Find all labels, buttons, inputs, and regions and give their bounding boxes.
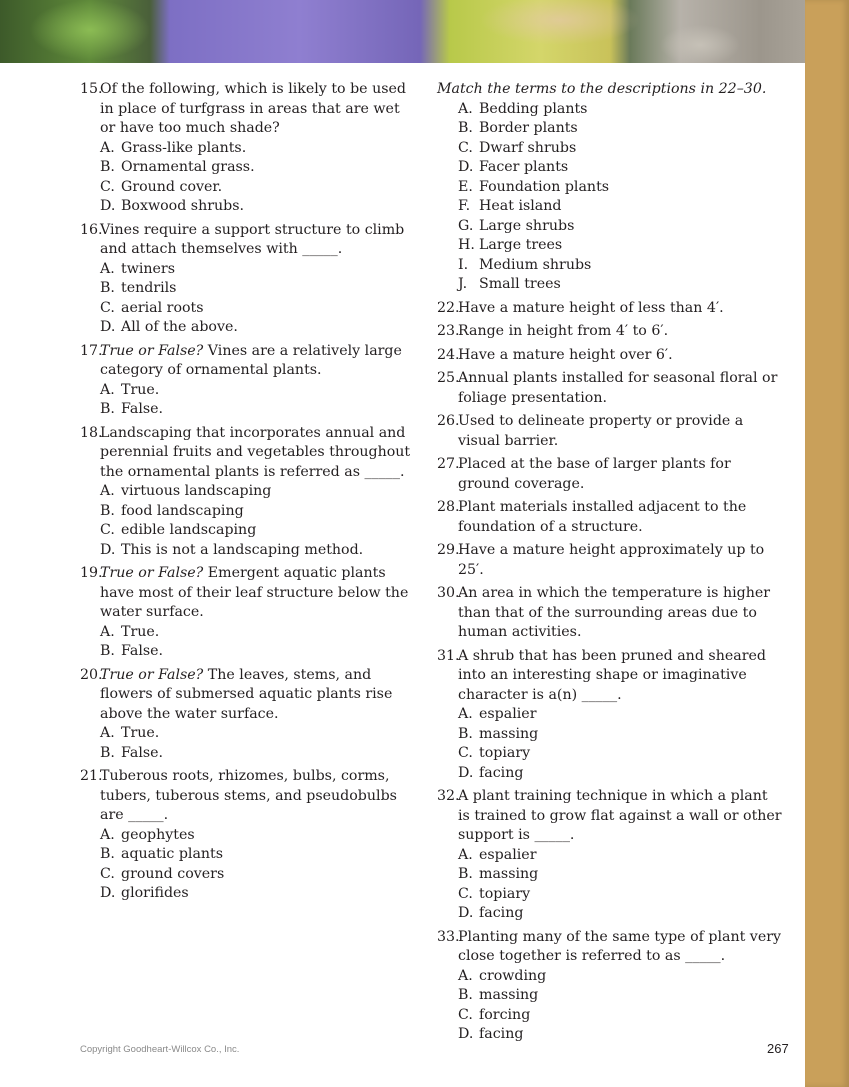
option-letter: B.: [458, 120, 473, 136]
question-number: 17.: [80, 342, 103, 359]
question-text: Range in height from 4′ to 6′.: [458, 323, 669, 339]
option-letter: A.: [458, 706, 473, 722]
question: [437, 455, 782, 494]
option-text: espalier: [479, 706, 537, 722]
question-stem: [100, 767, 415, 826]
matching-terms-list: [437, 100, 782, 295]
question-stem: [458, 928, 782, 967]
option-text: True.: [121, 725, 160, 741]
answer-options: [100, 482, 415, 560]
option-text: Facer plants: [479, 159, 569, 175]
option-text: Dwarf shrubs: [479, 139, 577, 156]
option-text: facing: [479, 1026, 524, 1042]
question: [80, 564, 415, 662]
true-false-prefix: True or False?: [100, 342, 204, 359]
answer-option: [458, 197, 782, 217]
answer-option: [100, 623, 415, 643]
answer-options: [100, 260, 415, 338]
option-text: massing: [479, 866, 539, 882]
option-text: tendrils: [121, 280, 177, 296]
option-text: massing: [479, 987, 539, 1003]
answer-option: [458, 275, 782, 295]
answer-options: [100, 826, 415, 904]
option-text: False.: [121, 744, 164, 761]
question-number: 27.: [437, 456, 460, 472]
option-text: Bedding plants: [479, 100, 588, 117]
answer-option: [458, 158, 782, 178]
option-letter: J.: [458, 276, 468, 292]
answer-option: [458, 139, 782, 159]
question-stem: [100, 666, 415, 725]
answer-option: [458, 178, 782, 198]
option-letter: C.: [458, 885, 473, 902]
question-number: 25.: [437, 370, 460, 386]
answer-option: [458, 744, 782, 764]
answer-option: [458, 764, 782, 784]
option-text: False.: [121, 401, 164, 417]
question: [437, 369, 782, 408]
option-text: Foundation plants: [479, 178, 610, 195]
question-text: Have a mature height over 6′.: [458, 346, 673, 363]
question-number: 18.: [80, 424, 103, 441]
question-text: Placed at the base of larger plants for ground coverage.: [458, 456, 731, 492]
option-text: Large shrubs: [479, 217, 575, 234]
question-text: Planting many of the same type of plant very close together is referred to as _____.: [458, 928, 782, 964]
option-letter: A.: [100, 483, 115, 499]
question-stem: [458, 498, 782, 537]
question-number: 30.: [437, 585, 460, 601]
option-letter: A.: [100, 139, 115, 156]
question: [437, 787, 782, 924]
answer-option: [100, 502, 415, 522]
option-text: Ground cover.: [121, 178, 223, 195]
question: [80, 424, 415, 561]
question-stem: [458, 299, 782, 319]
answer-option: [100, 845, 415, 865]
question-number: 23.: [437, 323, 460, 339]
question: [437, 928, 782, 1045]
option-text: This is not a landscaping method.: [121, 541, 364, 558]
question-number: 22.: [437, 299, 460, 316]
option-text: False.: [121, 643, 164, 659]
question-stem: [100, 342, 415, 381]
answer-option: [458, 904, 782, 924]
question-stem: [458, 369, 782, 408]
question-number: 29.: [437, 542, 460, 558]
question: [437, 498, 782, 537]
option-letter: A.: [100, 623, 115, 640]
option-letter: A.: [100, 725, 115, 741]
question-stem: [458, 787, 782, 846]
question: [437, 299, 782, 319]
option-letter: B.: [100, 744, 115, 761]
option-text: massing: [479, 725, 539, 742]
option-text: forcing: [479, 1006, 531, 1023]
copyright: Copyright Goodheart-Willcox Co., Inc.: [80, 1044, 240, 1055]
question-number: 21.: [80, 768, 103, 784]
answer-options: [100, 381, 415, 420]
option-letter: C.: [100, 299, 115, 316]
answer-option: [100, 318, 415, 338]
option-text: facing: [479, 905, 524, 921]
option-letter: C.: [100, 865, 115, 882]
answer-option: [100, 279, 415, 299]
answer-option: [100, 826, 415, 846]
question: [437, 322, 782, 342]
answer-option: [100, 197, 415, 217]
question: [80, 342, 415, 420]
option-letter: D.: [458, 1026, 474, 1042]
question: [437, 346, 782, 366]
option-text: aerial roots: [121, 299, 204, 316]
answer-options: [100, 139, 415, 217]
answer-options: [100, 623, 415, 662]
question-text: Have a mature height approximately up to 25′.: [458, 542, 765, 578]
option-text: geophytes: [121, 826, 195, 843]
option-text: Heat island: [479, 198, 562, 214]
answer-option: [100, 865, 415, 885]
question-number: 28.: [437, 499, 460, 515]
question-text: The leaves, stems, and flowers of submersed aquatic plants rise above the water surface.: [100, 666, 393, 722]
option-text: Grass-like plants.: [121, 139, 247, 156]
answer-option: [100, 642, 415, 662]
question-text: Annual plants installed for seasonal floral or foliage presentation.: [458, 370, 778, 406]
question-number: 24.: [437, 346, 460, 363]
option-letter: D.: [458, 764, 474, 781]
question-text: Have a mature height of less than 4′.: [458, 299, 724, 316]
option-letter: B.: [100, 280, 115, 296]
answer-options: [458, 846, 782, 924]
matching-instructions: Match the terms to the descriptions in 22–30.: [437, 81, 767, 97]
answer-option: [458, 100, 782, 120]
option-letter: I.: [458, 256, 469, 273]
question-number: 33.: [437, 928, 460, 945]
answer-option: [100, 178, 415, 198]
answer-option: [458, 846, 782, 866]
question-stem: [100, 424, 415, 483]
option-letter: D.: [100, 319, 116, 335]
option-text: espalier: [479, 846, 537, 863]
option-letter: F.: [458, 198, 471, 214]
option-letter: D.: [100, 198, 116, 214]
answer-options: [458, 967, 782, 1045]
option-text: True.: [121, 623, 160, 640]
page-edge-tab: [805, 0, 849, 1087]
question-number: 16.: [80, 221, 103, 238]
header-photo-garden: [0, 0, 805, 63]
question-number: 20.: [80, 666, 103, 683]
true-false-prefix: True or False?: [100, 565, 204, 581]
option-text: twiners: [121, 260, 175, 277]
question-number: 31.: [437, 647, 460, 664]
question-text: Vines require a support structure to climb and attach themselves with _____.: [100, 221, 405, 257]
answer-option: [100, 299, 415, 319]
answer-option: [100, 521, 415, 541]
question: [437, 647, 782, 784]
option-text: Medium shrubs: [479, 256, 592, 273]
option-letter: C.: [458, 139, 473, 156]
option-letter: A.: [458, 846, 473, 863]
answer-option: [100, 139, 415, 159]
question-number: 19.: [80, 565, 103, 581]
question: [437, 541, 782, 580]
option-text: topiary: [479, 745, 531, 761]
option-letter: B.: [100, 401, 115, 417]
question: [80, 666, 415, 764]
page-number: 267: [767, 1041, 789, 1056]
option-text: Boxwood shrubs.: [121, 198, 244, 214]
option-letter: D.: [100, 541, 116, 558]
question-text: Plant materials installed adjacent to the foundation of a structure.: [458, 499, 747, 535]
question-number: 32.: [437, 788, 460, 804]
question: [80, 80, 415, 217]
option-letter: A.: [100, 826, 115, 843]
question-stem: [100, 221, 415, 260]
question-text: A shrub that has been pruned and sheared into an interesting shape or imaginative character is a(n) _____.: [458, 647, 766, 703]
answer-option: [458, 885, 782, 905]
option-text: facing: [479, 764, 524, 781]
answer-option: [100, 260, 415, 280]
answer-option: [458, 705, 782, 725]
option-letter: D.: [458, 159, 474, 175]
option-text: True.: [121, 381, 160, 398]
option-letter: A.: [458, 100, 473, 117]
question-stem: [458, 412, 782, 451]
left-column: [80, 80, 415, 908]
option-letter: B.: [100, 159, 115, 175]
answer-option: [100, 482, 415, 502]
question-number: 15.: [80, 81, 103, 97]
option-text: glorifides: [121, 885, 189, 901]
option-text: Large trees: [479, 237, 563, 253]
answer-option: [458, 865, 782, 885]
answer-option: [458, 119, 782, 139]
answer-option: [100, 744, 415, 764]
option-text: food landscaping: [121, 502, 244, 519]
option-letter: C.: [458, 745, 473, 761]
question-stem: [100, 564, 415, 623]
option-text: aquatic plants: [121, 846, 224, 862]
question-text: Of the following, which is likely to be used in place of turfgrass in areas that are wet or have too much shade?: [100, 81, 406, 136]
option-text: edible landscaping: [121, 522, 257, 538]
question: [80, 221, 415, 338]
option-text: All of the above.: [121, 319, 238, 335]
question-number: 26.: [437, 413, 460, 429]
true-false-prefix: True or False?: [100, 666, 204, 683]
option-letter: D.: [458, 905, 474, 921]
question-stem: [458, 647, 782, 706]
right-column: [437, 80, 782, 1049]
answer-option: [100, 724, 415, 744]
option-letter: H.: [458, 237, 475, 253]
option-letter: G.: [458, 217, 474, 234]
question-text: An area in which the temperature is higher than that of the surrounding areas due to human activities.: [458, 585, 771, 640]
question-stem: [458, 346, 782, 366]
answer-option: [100, 400, 415, 420]
answer-option: [100, 158, 415, 178]
option-letter: B.: [100, 643, 115, 659]
option-text: crowding: [479, 967, 547, 984]
answer-options: [100, 724, 415, 763]
answer-option: [458, 725, 782, 745]
question: [437, 584, 782, 643]
option-letter: E.: [458, 178, 473, 195]
question: [80, 767, 415, 904]
option-text: virtuous landscaping: [121, 483, 272, 499]
question-stem: [458, 455, 782, 494]
answer-option: [100, 541, 415, 561]
option-text: Small trees: [479, 276, 561, 292]
option-text: Border plants: [479, 120, 578, 136]
option-letter: A.: [100, 381, 115, 398]
answer-options: [458, 705, 782, 783]
option-letter: B.: [458, 987, 473, 1003]
question-text: Tuberous roots, rhizomes, bulbs, corms, tubers, tuberous stems, and pseudobulbs are _____.: [100, 768, 397, 823]
option-text: topiary: [479, 885, 531, 902]
question: [437, 412, 782, 451]
question-stem: [458, 584, 782, 643]
question-text: Emergent aquatic plants have most of their leaf structure below the water surface.: [100, 565, 409, 620]
option-letter: C.: [100, 178, 115, 195]
question-text: Vines are a relatively large category of ornamental plants.: [100, 342, 402, 378]
option-letter: B.: [100, 846, 115, 862]
option-letter: A.: [100, 260, 115, 277]
answer-option: [100, 884, 415, 904]
question-text: Used to delineate property or provide a visual barrier.: [458, 413, 744, 449]
option-letter: A.: [458, 967, 473, 984]
option-text: Ornamental grass.: [121, 159, 255, 175]
question-text: A plant training technique in which a plant is trained to grow flat against a wall or other support is _____.: [458, 788, 782, 843]
answer-option: [100, 381, 415, 401]
answer-option: [458, 986, 782, 1006]
option-letter: B.: [458, 725, 473, 742]
option-letter: C.: [100, 522, 115, 538]
answer-option: [458, 967, 782, 987]
option-letter: B.: [458, 866, 473, 882]
option-letter: C.: [458, 1006, 473, 1023]
answer-option: [458, 1025, 782, 1045]
option-text: ground covers: [121, 865, 225, 882]
option-letter: D.: [100, 885, 116, 901]
answer-option: [458, 256, 782, 276]
question-stem: [458, 541, 782, 580]
answer-option: [458, 217, 782, 237]
answer-option: [458, 1006, 782, 1026]
question-stem: [458, 322, 782, 342]
option-letter: B.: [100, 502, 115, 519]
answer-option: [458, 236, 782, 256]
question-text: Landscaping that incorporates annual and perennial fruits and vegetables throughout the ornamental plants is referred as _____.: [100, 424, 411, 480]
question-stem: [100, 80, 415, 139]
